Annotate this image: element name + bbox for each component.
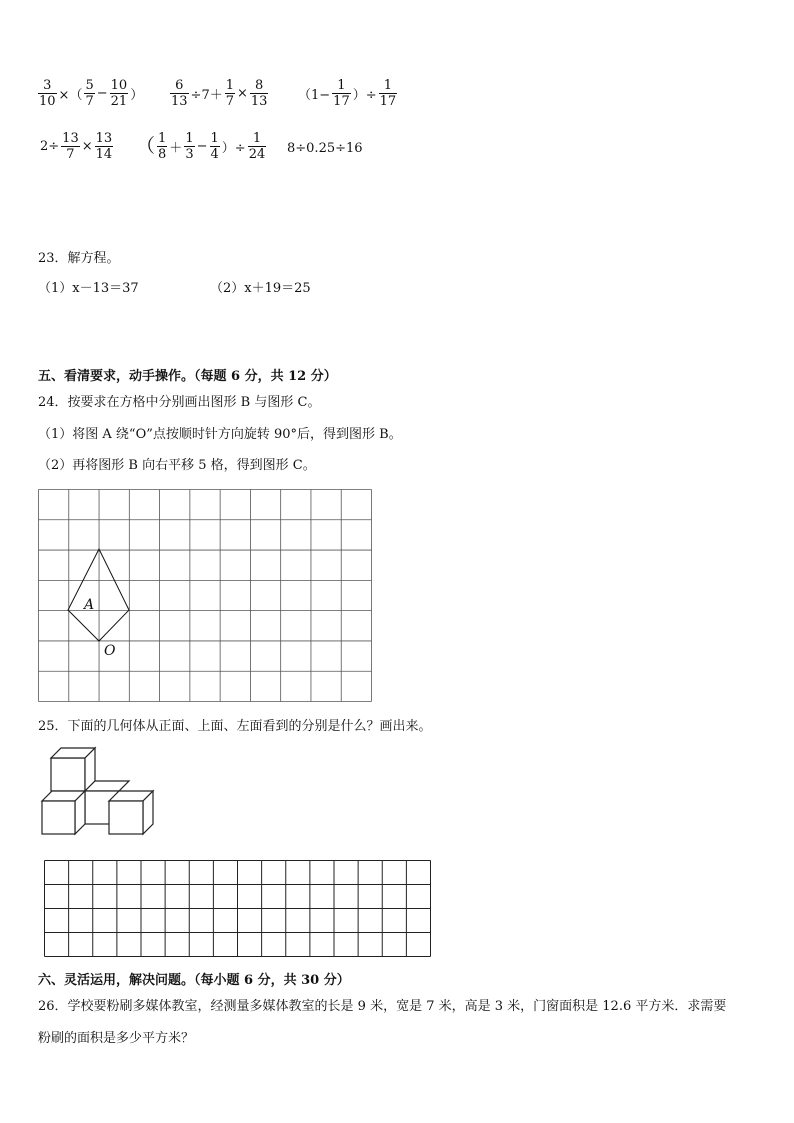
equation-2: （2）x＋19＝25 [210,281,311,296]
fraction: $\frac{3}{10}$ [39,78,56,109]
calc-expression-3: （1− $\frac{1}{17}$ ）÷ $\frac{1}{17}$ [298,78,397,109]
fraction: $\frac{1}{17}$ [379,78,397,109]
question-24-title: 24．按要求在方格中分别画出图形 B 与图形 C。 [38,395,321,410]
fraction: $\frac{1}{17}$ [333,78,350,109]
calc-expression-1: $\frac{3}{10}$ ×（ $\frac{5}{7}$ − $\frac{10}{21}$ ） [39,78,144,109]
calc-expression-2: $\frac{6}{13}$ ÷7＋ $\frac{1}{7}$ × $\frac{8}{13}$ [171,78,268,109]
fraction: $\frac{6}{13}$ [171,78,188,109]
question-24-step-1: （1）将图 A 绕“O”点按顺时针方向旋转 90°后，得到图形 B。 [38,427,402,442]
fraction: $\frac{13}{7}$ [62,131,79,162]
question-26-line-2: 粉刷的面积是多少平方米？ [38,1031,195,1046]
fraction: $\frac{1}{4}$ [210,131,219,162]
calc-expression-6: 8÷0.25÷16 [287,141,363,156]
fraction: $\frac{10}{21}$ [110,78,128,109]
fraction: $\frac{1}{24}$ [248,131,266,162]
fraction: $\frac{1}{3}$ [185,131,194,162]
cube [51,758,85,791]
question-26-line-1: 26．学校要粉刷多媒体教室，经测量多媒体教室的长是 9 米，宽是 7 米，高是 3 米，门窗面积是 12.6 平方米．求需要 [38,999,727,1014]
calc-expression-4: 2÷ $\frac{13}{7}$ × $\frac{13}{14}$ [40,131,113,162]
fraction: $\frac{8}{13}$ [250,78,268,109]
question-24-step-2: （2）再将图形 B 向右平移 5 格，得到图形 C。 [38,458,316,473]
fraction: $\frac{1}{7}$ [225,78,234,109]
question-23-title: 23．解方程。 [38,251,120,266]
label-o: O [104,643,116,659]
fraction: $\frac{5}{7}$ [85,78,94,109]
question-25-title: 25．下面的几何体从正面、上面、左面看到的分别是什么？画出来。 [38,719,432,734]
cube-solid-figure [38,746,168,838]
fraction: $\frac{1}{8}$ [158,131,167,162]
rotation-grid [38,489,372,702]
cube [109,801,143,834]
cube [42,801,75,834]
fraction: $\frac{13}{14}$ [95,131,113,162]
section-5-heading: 五、看清要求，动手操作。（每题 6 分，共 12 分） [38,369,337,384]
equation-1: （1）x－13＝37 [38,281,139,296]
figure-a [68,549,129,641]
view-drawing-grid [44,860,431,957]
label-a: A [84,597,95,613]
section-6-heading: 六、灵活运用，解决问题。（每小题 6 分，共 30 分） [38,973,350,988]
calc-expression-5: （ $\frac{1}{8}$ ＋ $\frac{1}{3}$ − $\frac{1}{4}$ ）÷ $\frac{1}{24}$ [136,131,266,162]
